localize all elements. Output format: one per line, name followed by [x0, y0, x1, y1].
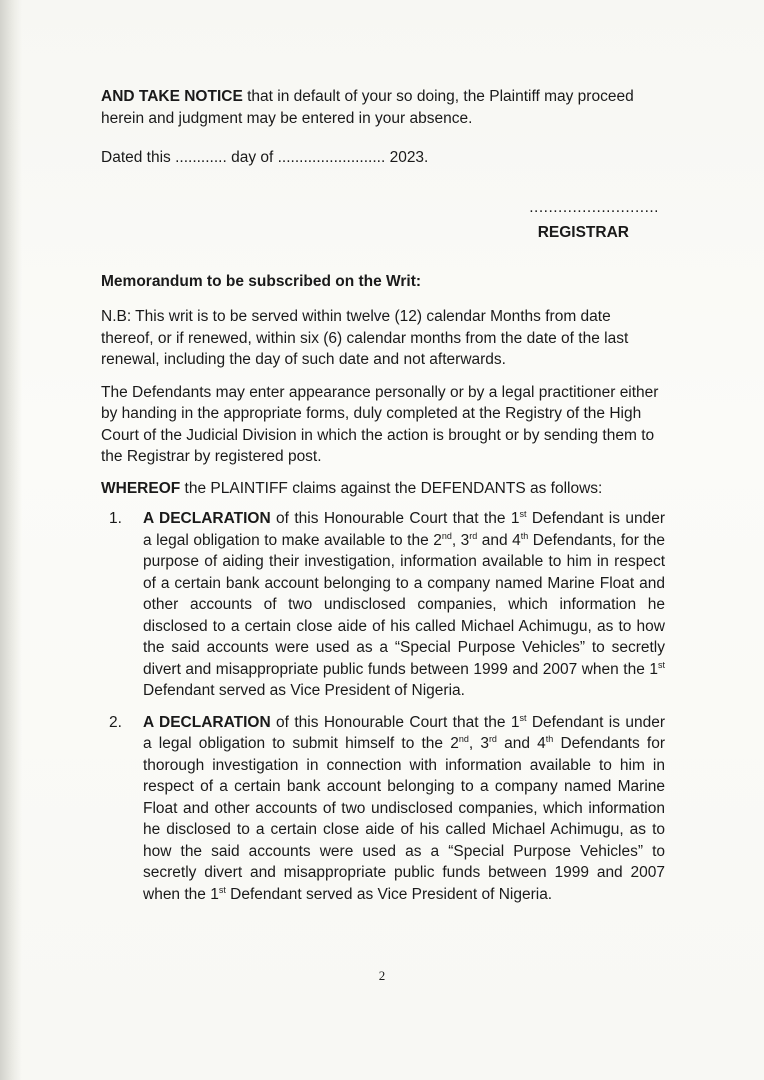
registrar-signature-block — [101, 197, 665, 244]
claim-segment: , 3 — [451, 531, 470, 549]
notice-text: that in default of your so doing, the Plaintiff may proceed herein and judgment may be entered in your absence. — [101, 88, 634, 127]
claim-segment: Defendants, for the purpose of aiding their investigation, information available to him in respect of a certain bank account belonging to a company named Marine Float and other accounts of two undisclosed companies, which information he disclosed to a certain close aide of his called Michael Achimugu, as to how the said accounts were used as a “Special Purpose Vehicles” to secretly divert and misappropriate public funds between 1999 and 2007 when the 1 — [143, 531, 665, 678]
plaintiff-word: PLAINTIFF — [210, 479, 288, 497]
whereof-text: claims against the — [287, 479, 421, 497]
defendants-word: DEFENDANTS — [420, 479, 526, 497]
ordinal-suffix: nd — [458, 734, 469, 744]
nb-paragraph: N.B: This writ is to be served within twelve (12) calendar Months from date thereof, or if renewed, within six (6) calendar months from the date of the last renewal, including the day of such date and not afterwards. — [101, 308, 629, 368]
claim-item — [101, 712, 665, 906]
claim-segment: Defendant is under a legal obligation to submit himself to the 2 — [143, 713, 665, 752]
claim-number: 1. — [109, 510, 122, 527]
page-number: 2 — [378, 968, 386, 983]
whereof-word: WHEREOF — [101, 479, 181, 497]
claim-segment: , 3 — [468, 735, 489, 752]
claim-segment: Defendants for thorough investigation in connection with information available to him in respect of a certain bank account belonging to a company named Marine Float and other accounts of two undisclosed companies, which information he disclosed to a certain close aide of his called Michael Achimugu, as to how the said accounts were used as a “Special Purpose Vehicles” to secretly divert and misappropriate public funds between 1999 and 2007 when the 1 — [143, 735, 665, 903]
ordinal-suffix: th — [520, 530, 529, 541]
claim-number: 2. — [109, 713, 122, 731]
claim-segment: of this Honourable Court that the 1 — [270, 510, 520, 527]
ordinal-suffix: rd — [488, 734, 497, 744]
ordinal-suffix: st — [218, 884, 226, 895]
dated-line: Dated this ............ day of ......................... 2023. — [101, 149, 429, 166]
notice-lead: AND TAKE NOTICE — [101, 88, 243, 105]
signature-line: ........................... — [529, 198, 659, 216]
ordinal-suffix: nd — [441, 530, 452, 541]
claim-segment: Defendant served as Vice President of Nigeria. — [143, 682, 465, 699]
notice-paragraph — [101, 86, 665, 129]
claim-item — [101, 508, 665, 702]
claim-segment: Defendant served as Vice President of Nigeria. — [225, 885, 553, 903]
claim-lead: A DECLARATION — [143, 510, 271, 527]
claims-list — [101, 508, 665, 905]
claim-lead: A DECLARATION — [143, 713, 271, 731]
ordinal-suffix: st — [519, 712, 527, 723]
memorandum-heading: Memorandum to be subscribed on the Writ: — [101, 272, 422, 290]
whereof-paragraph — [101, 478, 665, 500]
ordinal-suffix: th — [545, 734, 554, 744]
claim-text — [143, 508, 665, 702]
claim-text — [143, 712, 665, 906]
whereof-text: as follows: — [525, 479, 603, 497]
claim-segment: Defendant is under a legal obligation to make available to the 2 — [143, 510, 665, 549]
whereof-text: the — [180, 479, 211, 497]
ordinal-suffix: st — [519, 509, 527, 519]
document-body — [101, 86, 665, 915]
ordinal-suffix: rd — [469, 530, 478, 541]
claim-segment: of this Honourable Court that the 1 — [270, 713, 520, 731]
appearance-paragraph: The Defendants may enter appearance personally or by a legal practitioner either by handing in the appropriate forms, duly completed at the Registry of the High Court of the Judicial Division in which the action is brought or by sending them to the Registrar by registered post. — [101, 383, 659, 465]
registrar-label: REGISTRAR — [537, 224, 629, 241]
ordinal-suffix: st — [657, 659, 665, 670]
claim-segment: and 4 — [477, 531, 521, 549]
claim-segment: and 4 — [496, 735, 546, 752]
page-fold-shadow — [0, 0, 22, 1080]
